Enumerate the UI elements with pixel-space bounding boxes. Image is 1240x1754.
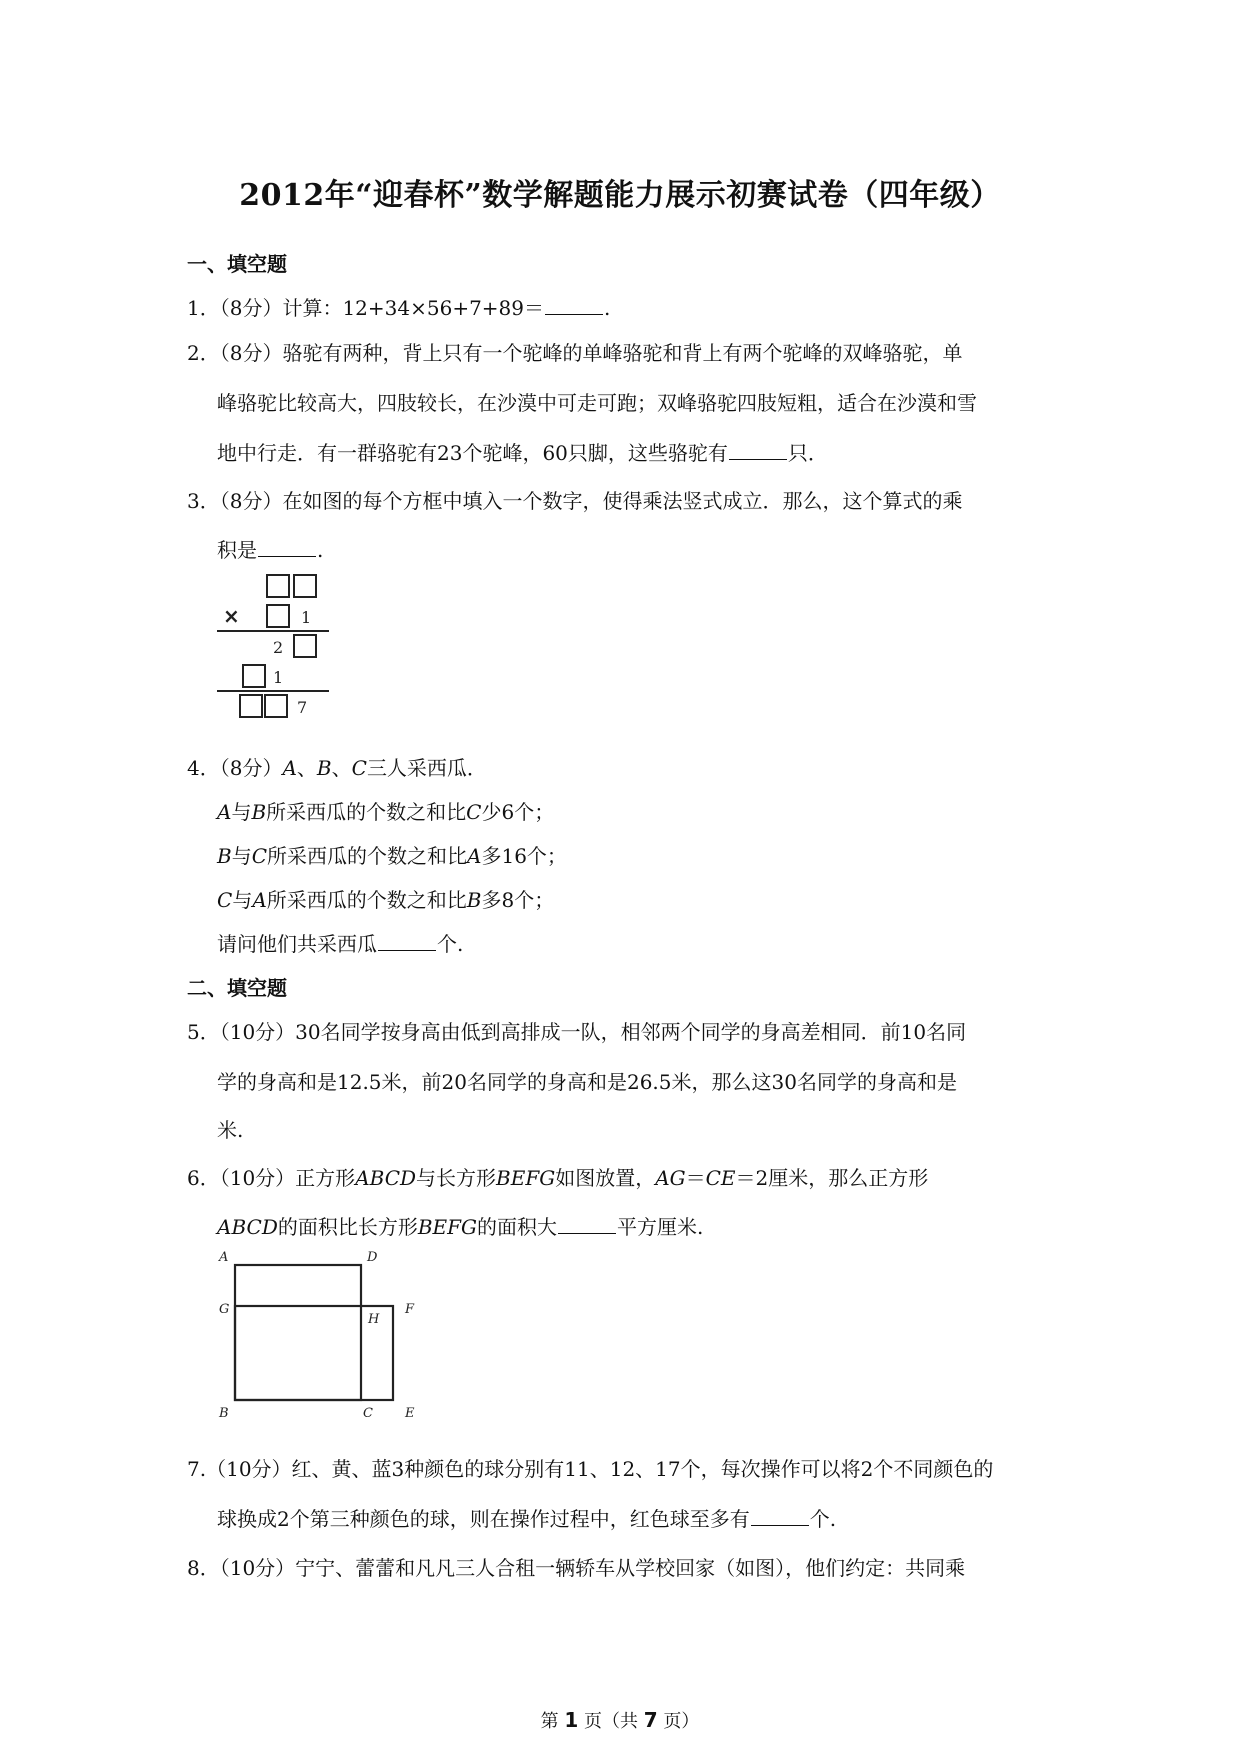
label-g: G bbox=[219, 1302, 230, 1317]
digit-box bbox=[243, 665, 265, 687]
question-number: 1． bbox=[187, 296, 220, 320]
question-2-line-1: 2．（8分）骆驼有两种，背上只有一个驼峰的单峰骆驼和背上有两个驼峰的双峰骆驼，单 bbox=[187, 341, 963, 365]
digit-box bbox=[294, 635, 316, 657]
question-4-line-5: 请问他们共采西瓜 个. bbox=[217, 932, 464, 956]
digit: 1 bbox=[301, 608, 312, 627]
answer-blank bbox=[729, 441, 787, 460]
square-rectangle-figure bbox=[215, 1245, 435, 1420]
page-title: 2012年“迎春杯”数学解题能力展示初赛试卷（四年级） bbox=[239, 178, 1001, 213]
label-d: D bbox=[367, 1250, 378, 1265]
label-b: B bbox=[219, 1406, 229, 1420]
question-4-line-1: 4．（8分）A、B、C三人采西瓜． bbox=[187, 756, 487, 780]
square-abcd bbox=[235, 1265, 361, 1400]
digit-box bbox=[265, 695, 287, 717]
digit-box bbox=[240, 695, 262, 717]
times-sign: × bbox=[223, 604, 240, 628]
question-number: 3． bbox=[187, 489, 220, 513]
question-5-line-3: 米. bbox=[217, 1118, 244, 1142]
question-1: 1．（8分）计算：12+34×56+7+89＝ . bbox=[187, 296, 611, 320]
section-heading-2: 二、填空题 bbox=[187, 976, 287, 1000]
geometry-diagram bbox=[215, 1245, 435, 1420]
answer-blank bbox=[258, 538, 316, 557]
digit: 7 bbox=[297, 698, 308, 717]
label-e: E bbox=[405, 1406, 415, 1420]
multiplication-figure bbox=[215, 573, 335, 723]
answer-blank bbox=[558, 1215, 616, 1234]
question-number: 5． bbox=[187, 1020, 220, 1044]
answer-blank bbox=[751, 1507, 809, 1526]
question-number: 4． bbox=[187, 756, 220, 780]
digit-box bbox=[294, 575, 316, 597]
question-number: 8． bbox=[187, 1556, 220, 1580]
question-2-line-2: 峰骆驼比较高大，四肢较长，在沙漠中可走可跑；双峰骆驼四肢短粗，适合在沙漠和雪 bbox=[217, 391, 977, 415]
question-4-line-4: C与A所采西瓜的个数之和比B多8个； bbox=[217, 888, 555, 912]
answer-blank bbox=[545, 296, 603, 315]
digit-box bbox=[267, 575, 289, 597]
question-7-line-1: 7.（10分）红、黄、蓝3种颜色的球分别有11、12、17个，每次操作可以将2个不同颜色的 bbox=[187, 1457, 994, 1481]
label-f: F bbox=[405, 1302, 415, 1317]
total-page-number: 7 bbox=[643, 1708, 658, 1732]
question-text: （8分）计算：12+34×56+7+89＝ bbox=[219, 296, 545, 320]
section-heading-1: 一、填空题 bbox=[187, 252, 287, 276]
vertical-multiplication-diagram bbox=[215, 573, 335, 723]
question-5-line-2: 学的身高和是12.5米，前20名同学的身高和是26.5米，那么这30名同学的身高和是 bbox=[217, 1070, 957, 1094]
page-footer: 第 1 页（共 7 页） bbox=[540, 1708, 700, 1732]
question-6-line-2: ABCD的面积比长方形BEFG的面积大 平方厘米. bbox=[217, 1215, 704, 1239]
question-8-line-1: 8．（10分）宁宁、蕾蕾和凡凡三人合租一辆轿车从学校回家（如图），他们约定：共同乘 bbox=[187, 1556, 966, 1580]
question-4-line-2: A与B所采西瓜的个数之和比C少6个； bbox=[217, 800, 555, 824]
label-c: C bbox=[363, 1406, 373, 1420]
question-4-line-3: B与C所采西瓜的个数之和比A多16个； bbox=[217, 844, 567, 868]
question-number: 2． bbox=[187, 341, 220, 365]
answer-blank bbox=[378, 932, 436, 951]
digit: 1 bbox=[273, 668, 284, 687]
question-6-line-1: 6．（10分）正方形ABCD与长方形BEFG如图放置，AG＝CE＝2厘米，那么正方形 bbox=[187, 1166, 929, 1190]
question-5-line-1: 5．（10分）30名同学按身高由低到高排成一队，相邻两个同学的身高差相同．前10名同 bbox=[187, 1020, 967, 1044]
label-a: A bbox=[219, 1250, 229, 1265]
question-3-line-2: 积是 . bbox=[217, 538, 324, 562]
question-7-line-2: 球换成2个第三种颜色的球，则在操作过程中，红色球至多有 个. bbox=[217, 1507, 837, 1531]
question-2-line-3: 地中行走．有一群骆驼有23个驼峰，60只脚，这些骆驼有 只． bbox=[217, 441, 828, 465]
question-3-line-1: 3．（8分）在如图的每个方框中填入一个数字，使得乘法竖式成立．那么，这个算式的乘 bbox=[187, 489, 963, 513]
digit-box bbox=[267, 605, 289, 627]
question-number: 6． bbox=[187, 1166, 220, 1190]
label-h: H bbox=[368, 1312, 380, 1327]
current-page-number: 1 bbox=[564, 1708, 579, 1732]
digit: 2 bbox=[273, 638, 284, 657]
question-number: 7. bbox=[187, 1457, 207, 1481]
